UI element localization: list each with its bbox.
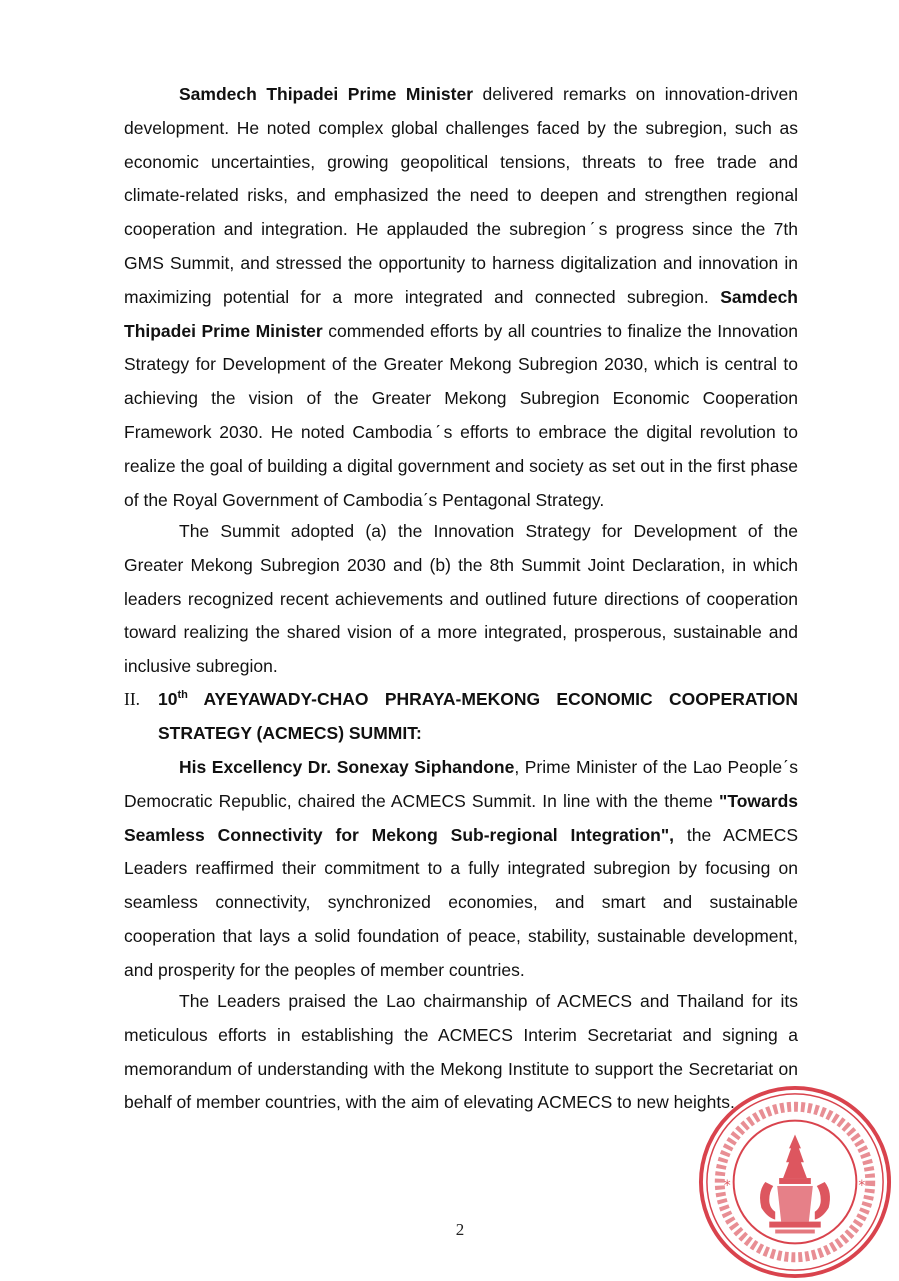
paragraph-text: the ACMECS Leaders reaffirmed their commitment to a fully integrated subregion by focusing on seamless connectivity, synchronized economies, and smart and sustainable cooperation that lays a solid foundation of peace, stability, sustainable development, and prosperity for the peoples of member countries. (124, 824, 798, 980)
paragraph-text: , Prime Minister of the Lao Peopleˊs Democratic Republic, chaired the ACMECS Summit. In line with the theme (124, 757, 798, 811)
bold-his-excellency: His Excellency Dr. Sonexay Siphandone (179, 757, 515, 777)
paragraph-text: commended efforts by all countries to finalize the Innovation Strategy for Development of the Greater Mekong Subregion 2030, which is central to achieving the vision of the Greater Mekong Subregion Economic Cooperation Framework 2030. He noted Cambodiaˊs efforts to embrace the digital revolution to realize the goal of building a digital government and society as set out in the first phase of the Royal Government of Cambodiaˊs Pentagonal Strategy. (124, 320, 799, 510)
page-number: 2 (455, 1220, 465, 1239)
bold-theme: "Towards Seamless Connectivity for Mekong Sub-regional Integration", (124, 790, 798, 845)
heading-ordinal-suffix: th (177, 689, 188, 702)
paragraph-summit-adopted (124, 515, 798, 684)
paragraph-text: The Leaders praised the Lao chairmanship of ACMECS and Thailand for its meticulous efforts in establishing the ACMECS Interim Secretariat and signing a memorandum of understanding with the Mekong Institute to support the Secretariat on behalf of member countries, with the aim of elevating ACMECS to new heights. (124, 991, 798, 1113)
official-seal-icon (696, 1083, 894, 1281)
heading-title-line2: STRATEGY (ACMECS) SUMMIT: (158, 722, 422, 743)
bold-prime-minister: Samdech Thipadei Prime Minister (179, 84, 474, 104)
paragraph-innovation-remarks (124, 78, 798, 517)
paragraph-text: The Summit adopted (a) the Innovation Strategy for Development of the Greater Mekong Subregion 2030 and (b) the 8th Summit Joint Declaration, in which leaders recognized recent achievements and outlined future directions of cooperation toward realizing the shared vision of a more integrated, prosperous, sustainable and inclusive subregion. (124, 521, 798, 677)
heading-line-1 (124, 683, 798, 717)
heading-line-2 (124, 717, 798, 751)
heading-ordinal: 10 (158, 689, 178, 709)
paragraph-acmecs-chair (124, 751, 798, 988)
heading-title-line1: AYEYAWADY-CHAO PHRAYA-MEKONG ECONOMIC COOPERATION (187, 689, 798, 709)
heading-number: II. (124, 689, 141, 709)
svg-text:*: * (858, 1177, 866, 1194)
bold-prime-minister: Samdech Thipadei Prime Minister (124, 286, 798, 341)
section-heading (124, 683, 798, 751)
svg-text:*: * (723, 1177, 731, 1194)
paragraph-text: delivered remarks on innovation-driven development. He noted complex global challenges faced by the subregion, such as economic uncertainties, growing geopolitical tensions, threats to free trade and climate-related risks, and emphasized the need to deepen and strengthen regional cooperation and integration. He applauded the subregionˊs progress since the 7th GMS Summit, and stressed the opportunity to harness digitalization and innovation in maximizing potential for a more integrated and connected subregion. (124, 84, 798, 307)
